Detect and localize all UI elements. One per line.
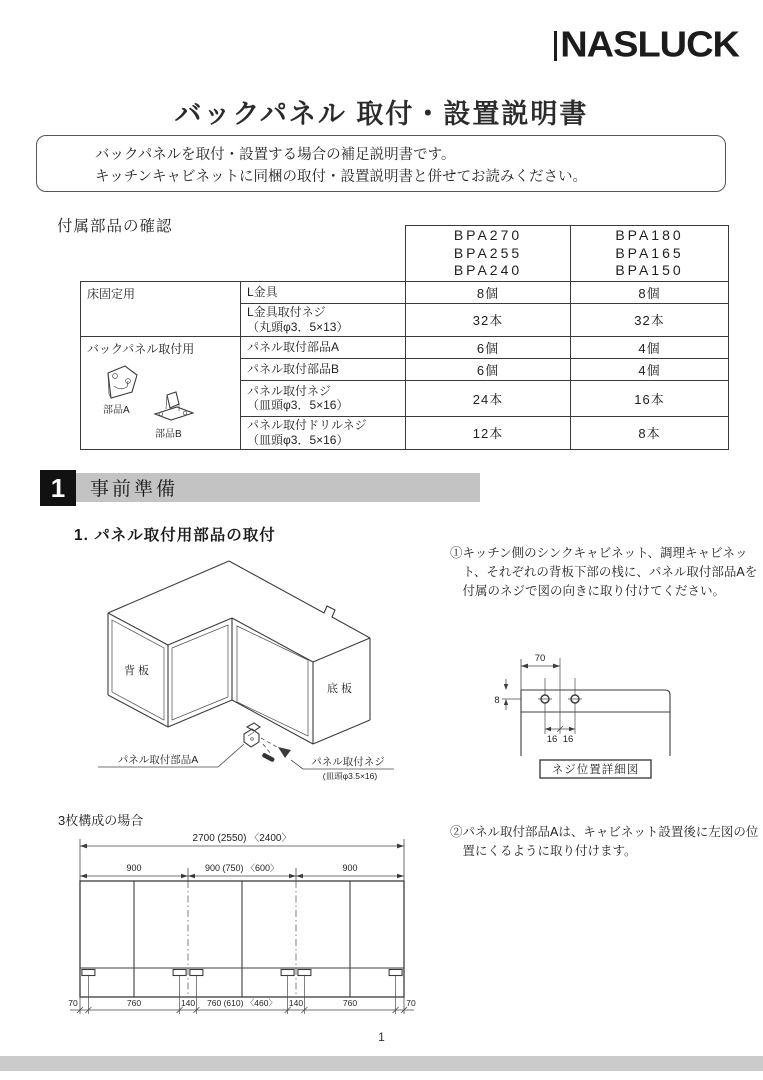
part-leader-label: パネル取付部品A: [117, 754, 199, 766]
dim-span-3: 900: [342, 863, 358, 873]
item-name: L金具: [241, 281, 406, 303]
table-row: [81, 336, 729, 358]
layout-heading: 3枚構成の場合: [58, 813, 144, 828]
item-name: パネル取付ドリルネジ （皿頭φ3．5×16）: [241, 416, 406, 449]
notice-line-1: バックパネルを取付・設置する場合の補足説明書です。: [95, 147, 456, 163]
qty-cell: 8個: [406, 281, 571, 303]
part-b-icon: [151, 387, 197, 425]
step-2-text: ②パネル取付部品Aは、キャビネット設置後に左図の位置にくるように取り付けます。: [450, 825, 759, 858]
parts-table: [80, 225, 729, 450]
notice-box: [36, 135, 726, 192]
dim-bottom-5: 140: [288, 998, 304, 1008]
back-panel-label: 背板: [124, 665, 152, 677]
dim-bottom-4: 760 (610) 〈460〉: [207, 998, 277, 1008]
part-a-label: 部品A: [103, 404, 130, 416]
dim-70: 70: [534, 653, 546, 664]
qty-cell: 8本: [571, 416, 729, 449]
dim-bottom-7: 70: [406, 998, 416, 1008]
item-name: パネル取付部品B: [241, 358, 406, 380]
dim-bottom-1: 70: [68, 998, 78, 1008]
qty-cell: 8個: [571, 281, 729, 303]
dim-16-right: 16: [562, 734, 574, 745]
notice-line-2: キッチンキャビネットに同梱の取付・設置説明書と併せてお読みください。: [95, 169, 587, 186]
screw-diagram-caption: ネジ位置詳細図: [551, 764, 640, 776]
logo-text: NASLUCK: [560, 24, 739, 66]
page-number: 1: [378, 1030, 385, 1044]
qty-cell: 6個: [406, 336, 571, 358]
dim-span-2: 900 (750) 〈600〉: [204, 863, 280, 873]
bracket-part-drawing: [244, 723, 260, 747]
qty-cell: 32本: [406, 303, 571, 336]
table-header-empty: [81, 226, 406, 282]
dim-span-1: 900: [126, 863, 142, 873]
part-a-icon: [101, 364, 143, 402]
model-column-2: BPA180 BPA165 BPA150: [571, 226, 729, 282]
page-title: バックパネル 取付・設置説明書: [174, 99, 589, 129]
item-name: パネル取付ネジ （皿頭φ3．5×16）: [241, 380, 406, 416]
table-row: [81, 281, 729, 303]
screw-icon: [262, 752, 276, 762]
qty-cell: 4個: [571, 336, 729, 358]
dim-16-left: 16: [546, 734, 558, 745]
subsection-title: 1. パネル取付用部品の取付: [74, 527, 276, 544]
table-header-row: [81, 226, 729, 282]
cabinet-diagram: [58, 558, 448, 796]
dim-bottom-6: 760: [342, 998, 358, 1008]
screw-position-diagram: [488, 646, 738, 791]
bottom-panel-label: 底板: [327, 683, 355, 695]
step-1-text: ①キッチン側のシンクキャビネット、調理キャビネット、それぞれの背板下部の桟に、パネル取付部品Aを付属のネジで図の向きに取り付けてください。: [450, 546, 758, 598]
section-number-badge: 1: [40, 470, 76, 506]
brand-logo: [554, 24, 739, 67]
group-floor-fixing: 床固定用: [81, 281, 241, 336]
dim-total: 2700 (2550) 〈2400〉: [192, 833, 292, 844]
part-b-label: 部品B: [155, 428, 182, 440]
group-back-panel: バックパネル取付用 部品A 部品B: [81, 336, 241, 449]
screw-leader-sub: (皿頭φ3.5×16): [322, 771, 378, 781]
qty-cell: 32本: [571, 303, 729, 336]
dim-bottom-2: 760: [126, 998, 142, 1008]
panel-layout-diagram: [45, 826, 475, 1022]
qty-cell: 24本: [406, 380, 571, 416]
scan-shadow: [0, 1056, 763, 1071]
qty-cell: 4個: [571, 358, 729, 380]
item-name: パネル取付部品A: [241, 336, 406, 358]
dim-bottom-3: 140: [180, 998, 196, 1008]
qty-cell: 6個: [406, 358, 571, 380]
screw-leader-label: パネル取付ネジ: [311, 756, 385, 768]
logo-bar-icon: [554, 31, 557, 61]
qty-cell: 12本: [406, 416, 571, 449]
model-column-1: BPA270 BPA255 BPA240: [406, 226, 571, 282]
qty-cell: 16本: [571, 380, 729, 416]
parts-table-heading: 付属部品の確認: [57, 218, 173, 235]
dim-8: 8: [494, 695, 500, 706]
item-name: L金具取付ネジ （丸頭φ3．5×13）: [241, 303, 406, 336]
section-title-bar: 事前準備: [76, 473, 480, 502]
